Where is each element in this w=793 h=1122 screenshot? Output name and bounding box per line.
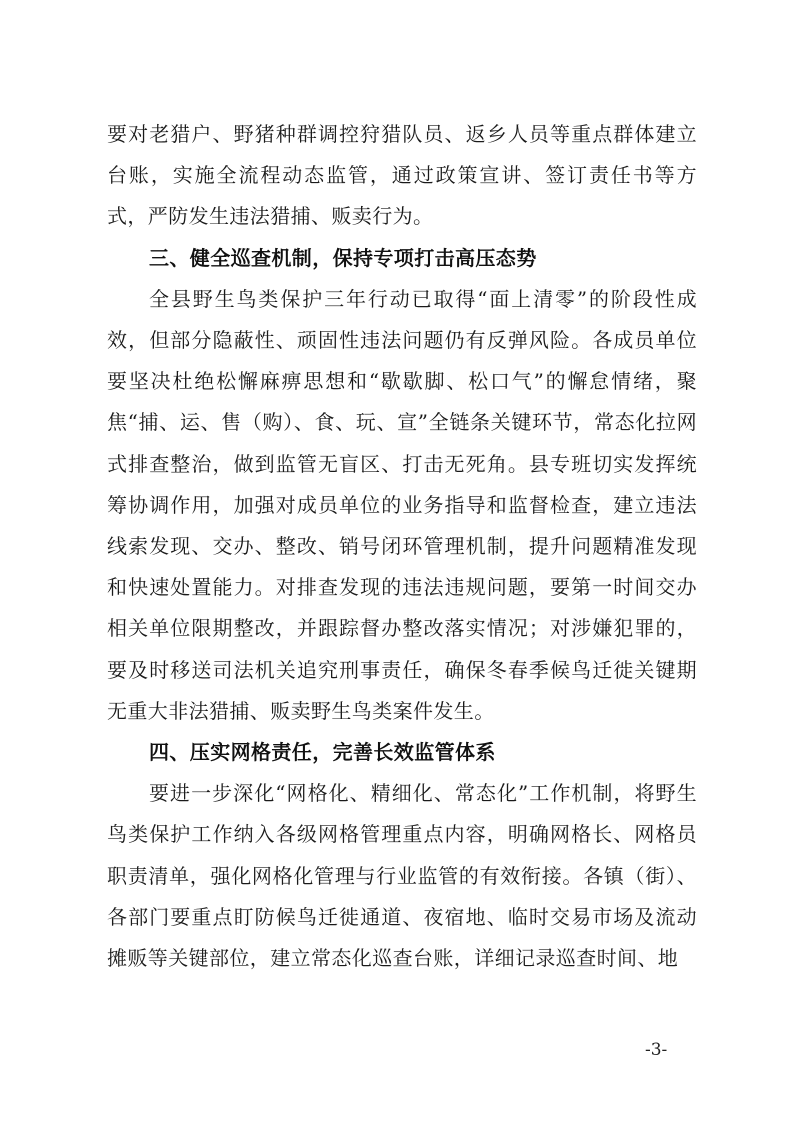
section-heading-4: 四、压实网格责任，完善长效监管体系: [149, 740, 496, 765]
page-number: -3-: [645, 1040, 668, 1060]
paragraph-continuation: 要对老猎户、野猪种群调控狩猎队员、返乡人员等重点群体建立台账，实施全流程动态监管，通过政策宣讲、签订责任书等方式，严防发生违法猎捕、贩卖行为。: [107, 122, 697, 229]
paragraph-section-4: 要进一步深化“网格化、精细化、常态化”工作机制，将野生鸟类保护工作纳入各级网格管理重点内容，明确网格长、网格员职责清单，强化网格化管理与行业监管的有效衔接。各镇（街）、各部门要重点盯防候鸟迁徙通道、夜宿地、临时交易市场及流动摊贩等关键部位，建立常态化巡查台账，详细记录巡查时间、地: [107, 781, 697, 971]
section-heading-3: 三、健全巡查机制，保持专项打击高压态势: [149, 245, 537, 270]
document-body: [107, 114, 697, 979]
paragraph-section-3: 全县野生鸟类保护三年行动已取得“面上清零”的阶段性成效，但部分隐蔽性、顽固性违法问题仍有反弹风险。各成员单位要坚决杜绝松懈麻痹思想和“歇歇脚、松口气”的懈怠情绪，聚焦“捕、运、售（购）、食、玩、宣”全链条关键环节，常态化拉网式排查整治，做到监管无盲区、打击无死角。县专班切实发挥统筹协调作用，加强对成员单位的业务指导和监督检查，建立违法线索发现、交办、整改、销号闭环管理机制，提升问题精准发现和快速处置能力。对排查发现的违法违规问题，要第一时间交办相关单位限期整改，并跟踪督办整改落实情况；对涉嫌犯罪的，要及时移送司法机关追究刑事责任，确保冬春季候鸟迁徙关键期无重大非法猎捕、贩卖野生鸟类案件发生。: [107, 286, 697, 723]
